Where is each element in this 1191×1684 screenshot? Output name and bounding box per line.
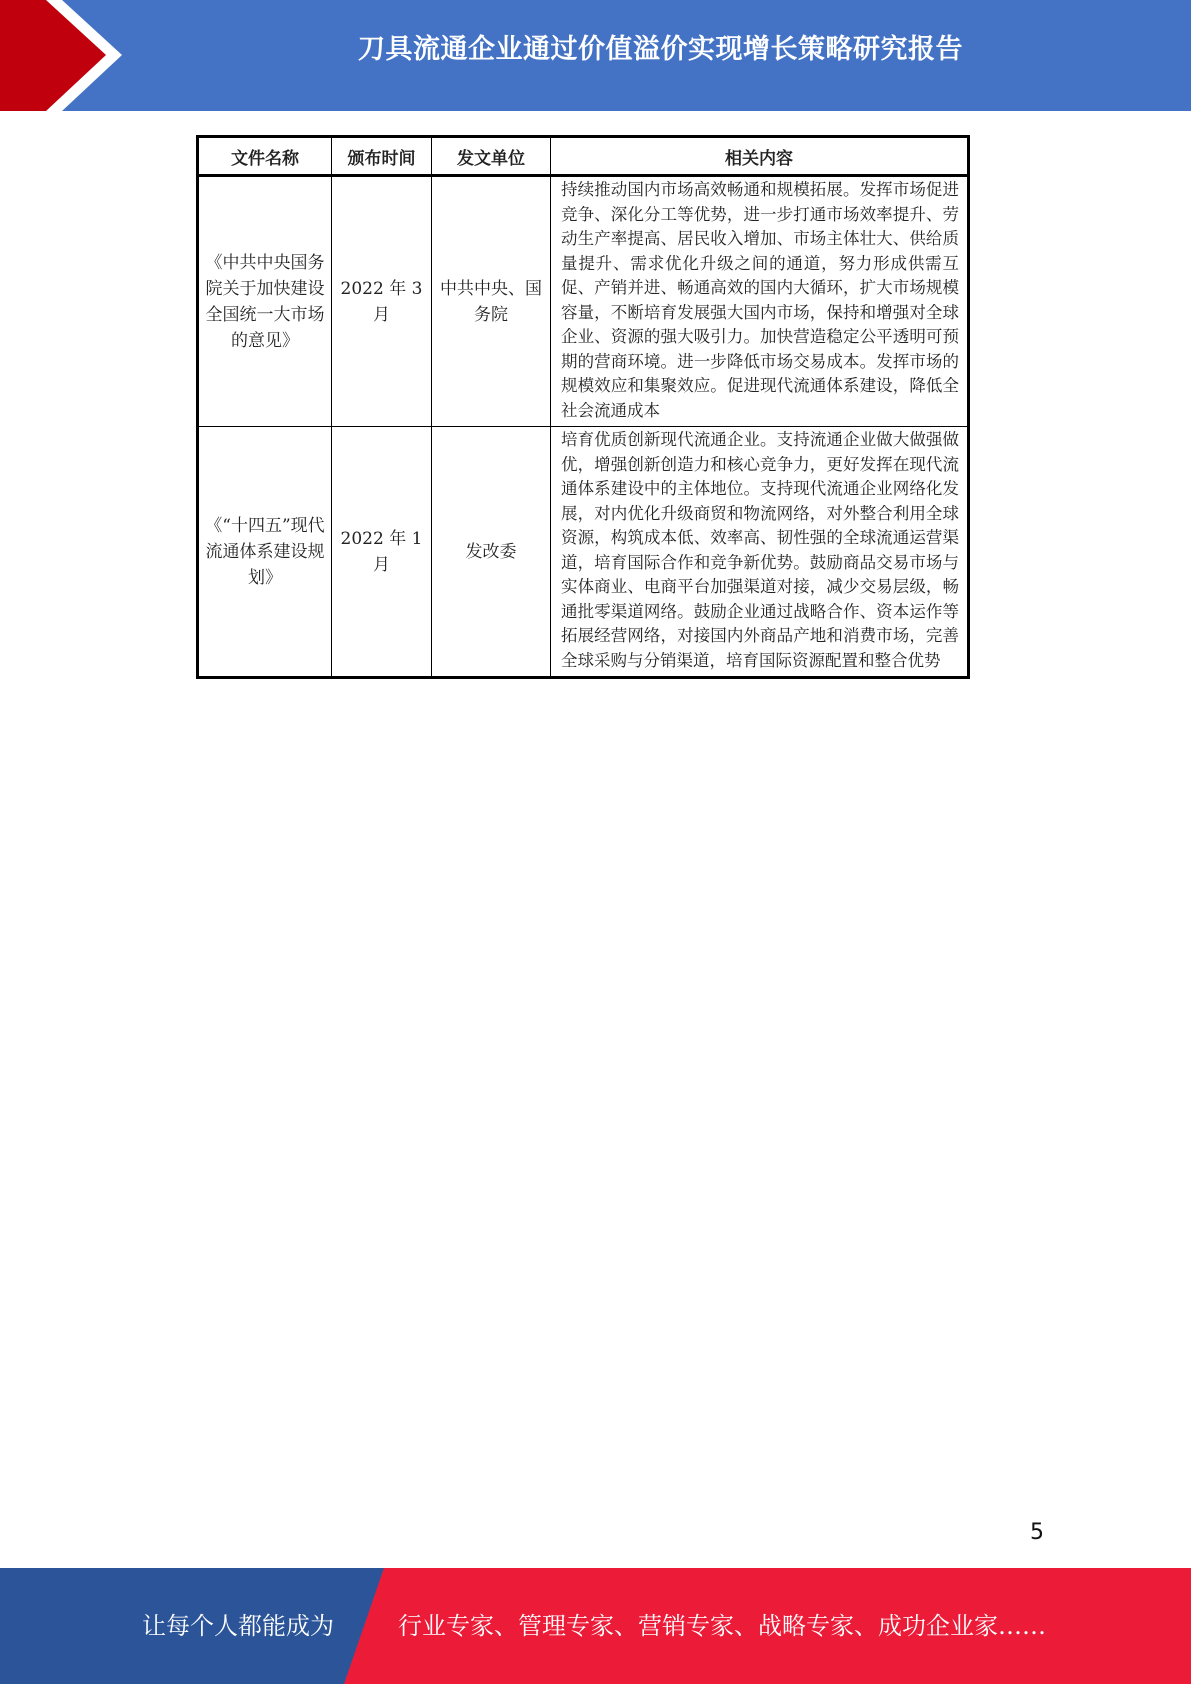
document-name-cell: [198, 427, 332, 678]
issuer-cell: [432, 427, 551, 678]
document-name: 《中共中央国务院关于加快建设全国统一大市场的意见》: [205, 252, 325, 351]
related-content: 持续推动国内市场高效畅通和规模拓展。发挥市场促进竞争、深化分工等优势，进一步打通市场效率提升、劳动生产率提高、居民收入增加、市场主体壮大、供给质量提升、需求优化升级之间的通道，努力形成供需互促、产销并进、畅通高效的国内大循环，扩大市场规模容量，不断培育发展强大国内市场，保持和增强对全球企业、资源的强大吸引力。加快营造稳定公平透明可预期的营商环境。进一步降低市场交易成本。发挥市场的规模效应和集聚效应。促进现代流通体系建设，降低全社会流通成本: [551, 176, 969, 427]
table-header-row: [198, 137, 969, 176]
header-chevron-icon: [0, 0, 160, 111]
issue-date-cell: [332, 427, 432, 678]
policy-table: [196, 135, 970, 679]
table-row: [198, 427, 969, 678]
related-content: 培育优质创新现代流通企业。支持流通企业做大做强做优，增强创新创造力和核心竞争力，更好发挥在现代流通体系建设中的主体地位。支持现代流通企业网络化发展，对内优化升级商贸和物流网络，对外整合利用全球资源，构筑成本低、效率高、韧性强的全球流通运营渠道，培育国际合作和竞争新优势。鼓励商品交易市场与实体商业、电商平台加强渠道对接，减少交易层级，畅通批零渠道网络。鼓励企业通过战略合作、资本运作等拓展经营网络，对接国内外商品产地和消费市场，完善全球采购与分销渠道，培育国际资源配置和整合优势: [551, 427, 969, 678]
footer-slogan-left: 让每个人都能成为: [142, 1612, 334, 1640]
issuer-cell: [432, 176, 551, 427]
page-footer: [0, 1568, 1191, 1684]
issue-date: 2022 年 3 月: [340, 278, 423, 325]
issue-date-cell: [332, 176, 432, 427]
issue-date: 2022 年 1 月: [340, 528, 423, 575]
issuer: 发改委: [465, 541, 517, 562]
column-header-content: 相关内容: [551, 137, 969, 176]
column-header-name: 文件名称: [198, 137, 332, 176]
page-number: 5: [1030, 1520, 1044, 1545]
table-row: [198, 176, 969, 427]
footer-slogan-right: 行业专家、管理专家、营销专家、战略专家、成功企业家……: [398, 1612, 1046, 1640]
column-header-date: 颁布时间: [332, 137, 432, 176]
report-title: 刀具流通企业通过价值溢价实现增长策略研究报告: [358, 34, 963, 65]
issuer: 中共中央、国务院: [440, 278, 542, 325]
document-name: 《“十四五”现代流通体系建设规划》: [205, 515, 325, 588]
document-name-cell: [198, 176, 332, 427]
column-header-issuer: 发文单位: [432, 137, 551, 176]
page-header: [0, 0, 1191, 111]
